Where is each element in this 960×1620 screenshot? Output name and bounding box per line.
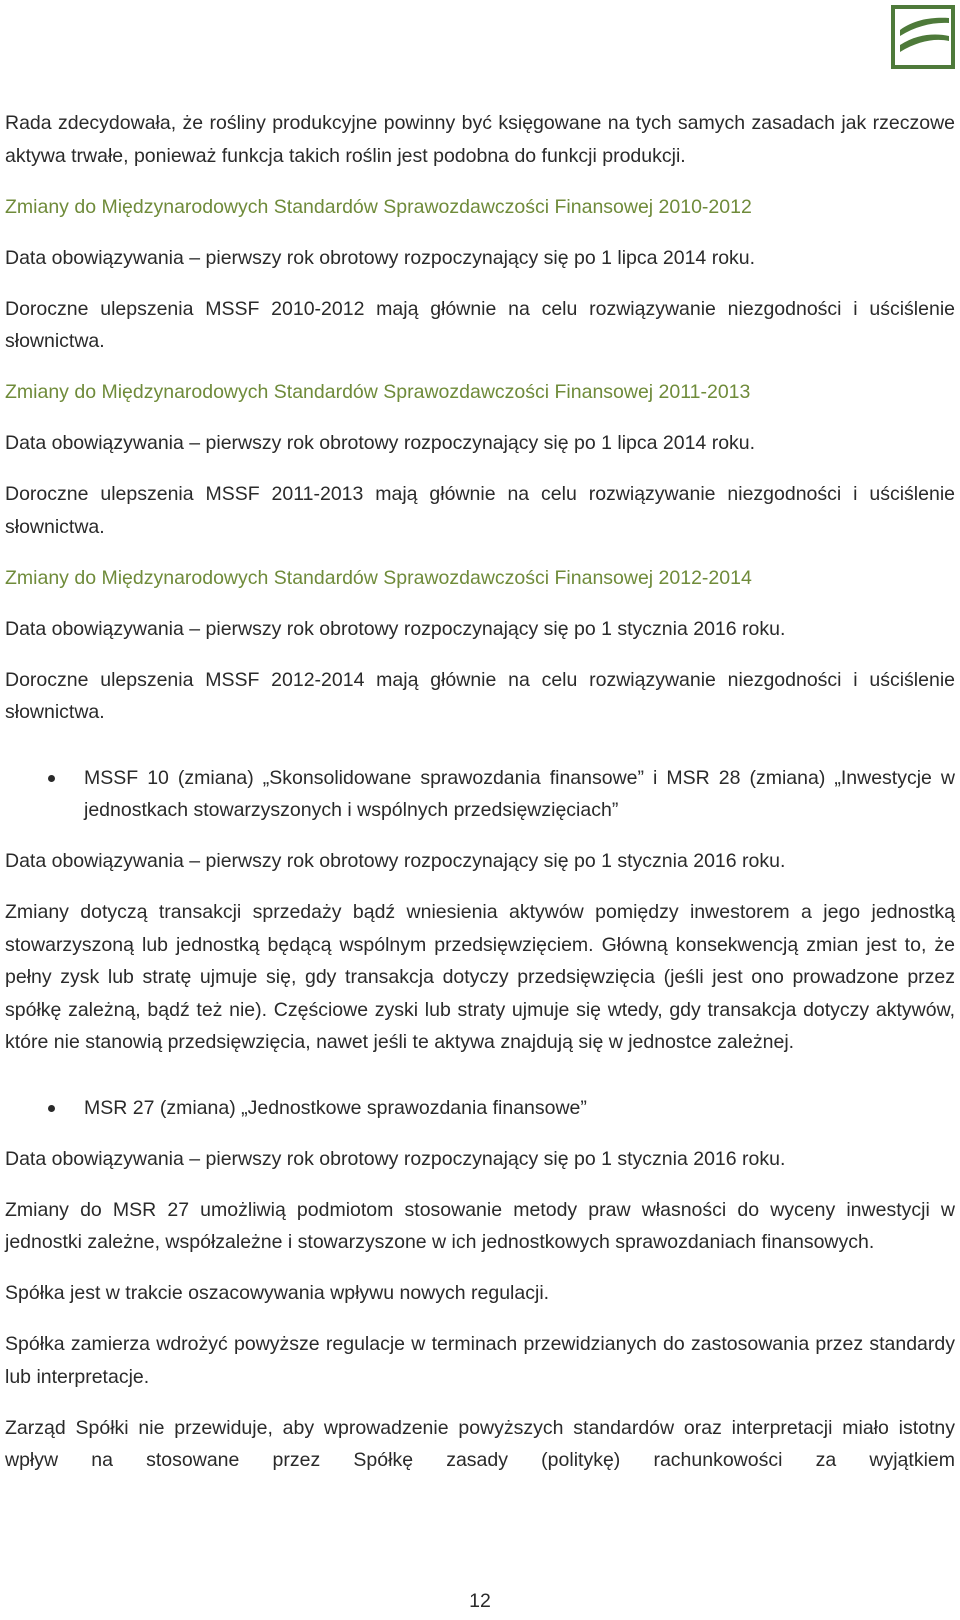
document-body <box>5 107 955 1477</box>
effective-date-text: Data obowiązywania – pierwszy rok obrotowy rozpoczynający się po 1 lipca 2014 roku. <box>5 246 756 269</box>
page-number: 12 <box>469 1590 491 1612</box>
paragraph-msr27-changes: Zmiany do MSR 27 umożliwią podmiotom stosowanie metody praw własności do wyceny inwestycji w jednostki zależne, współzależne i stowarzyszone w ich jednostkowych sprawozdaniach finansowych. <box>5 1198 955 1253</box>
paragraph-improvements-2010-2012: Doroczne ulepszenia MSSF 2010-2012 mają głównie na celu rozwiązywanie niezgodności i uściślenie słownictwa. <box>5 297 955 352</box>
bullet-text: MSR 27 (zmiana) „Jednostkowe sprawozdania finansowe” <box>84 1096 587 1119</box>
company-logo-icon <box>891 5 955 69</box>
paragraph-implementation: Spółka zamierza wdrożyć powyższe regulacje w terminach przewidzianych do zastosowania przez standardy lub interpretacje. <box>5 1333 955 1388</box>
effective-date-text: Data obowiązywania – pierwszy rok obrotowy rozpoczynający się po 1 stycznia 2016 roku. <box>5 617 786 640</box>
bullet-text: MSSF 10 (zmiana) „Skonsolidowane sprawozdania finansowe” i MSR 28 (zmiana) „Inwestycje w jednostkach stowarzyszonych i wspólnych przedsięwzięciach” <box>84 766 955 821</box>
effective-date-text: Data obowiązywania – pierwszy rok obrotowy rozpoczynający się po 1 stycznia 2016 roku. <box>5 1147 786 1170</box>
paragraph-assessment: Spółka jest w trakcie oszacowywania wpływu nowych regulacji. <box>5 1282 550 1304</box>
paragraph-improvements-2011-2013: Doroczne ulepszenia MSSF 2011-2013 mają głównie na celu rozwiązywanie niezgodności i uściślenie słownictwa. <box>5 483 955 538</box>
effective-date-text: Data obowiązywania – pierwszy rok obrotowy rozpoczynający się po 1 stycznia 2016 roku. <box>5 850 786 872</box>
effective-date-text: Data obowiązywania – pierwszy rok obrotowy rozpoczynający się po 1 lipca 2014 roku. <box>5 432 756 454</box>
paragraph-intro: Rada zdecydowała, że rośliny produkcyjne powinny być księgowane na tych samych zasadach jak rzeczowe aktywa trwałe, ponieważ funkcja takich roślin jest podobna do funkcji produkcji. <box>5 112 955 167</box>
bullet-item-msr27 <box>5 1092 955 1125</box>
section-heading-2010-2012: Zmiany do Międzynarodowych Standardów Sprawozdawczości Finansowej 2010-2012 <box>5 195 752 218</box>
section-heading-2011-2013: Zmiany do Międzynarodowych Standardów Sprawozdawczości Finansowej 2011-2013 <box>5 381 751 403</box>
bullet-item-mssf10-msr28 <box>5 762 955 827</box>
paragraph-improvements-2012-2014: Doroczne ulepszenia MSSF 2012-2014 mają głównie na celu rozwiązywanie niezgodności i uściślenie słownictwa. <box>5 668 955 723</box>
section-heading-2012-2014: Zmiany do Międzynarodowych Standardów Sprawozdawczości Finansowej 2012-2014 <box>5 566 752 589</box>
paragraph-management: Zarząd Spółki nie przewiduje, aby wprowadzenie powyższych standardów oraz interpretacji miało istotny wpływ na stosowane przez Spółkę zasady (politykę) rachunkowości za wyjątkiem <box>5 1416 955 1471</box>
paragraph-changes-transactions: Zmiany dotyczą transakcji sprzedaży bądź wniesienia aktywów pomiędzy inwestorem a jego jednostką stowarzyszoną lub jednostką będącą wspólnym przedsięwzięciem. Główną konsekwencją zmian jest to, że pełny zysk lub stratę ujmuje się, gdy transakcja dotyczy przedsięwzięcia (jeśli jest ono prowadzone przez spółkę zależną, bądź też nie). Częściowe zyski lub straty ujmuje się wtedy, gdy transakcja dotyczy aktywów, które nie stanowią przedsięwzięcia, nawet jeśli te aktywa znajdują się w jednostce zależnej. <box>5 901 955 1053</box>
bullet-icon <box>48 1105 55 1112</box>
bullet-icon <box>48 775 55 782</box>
